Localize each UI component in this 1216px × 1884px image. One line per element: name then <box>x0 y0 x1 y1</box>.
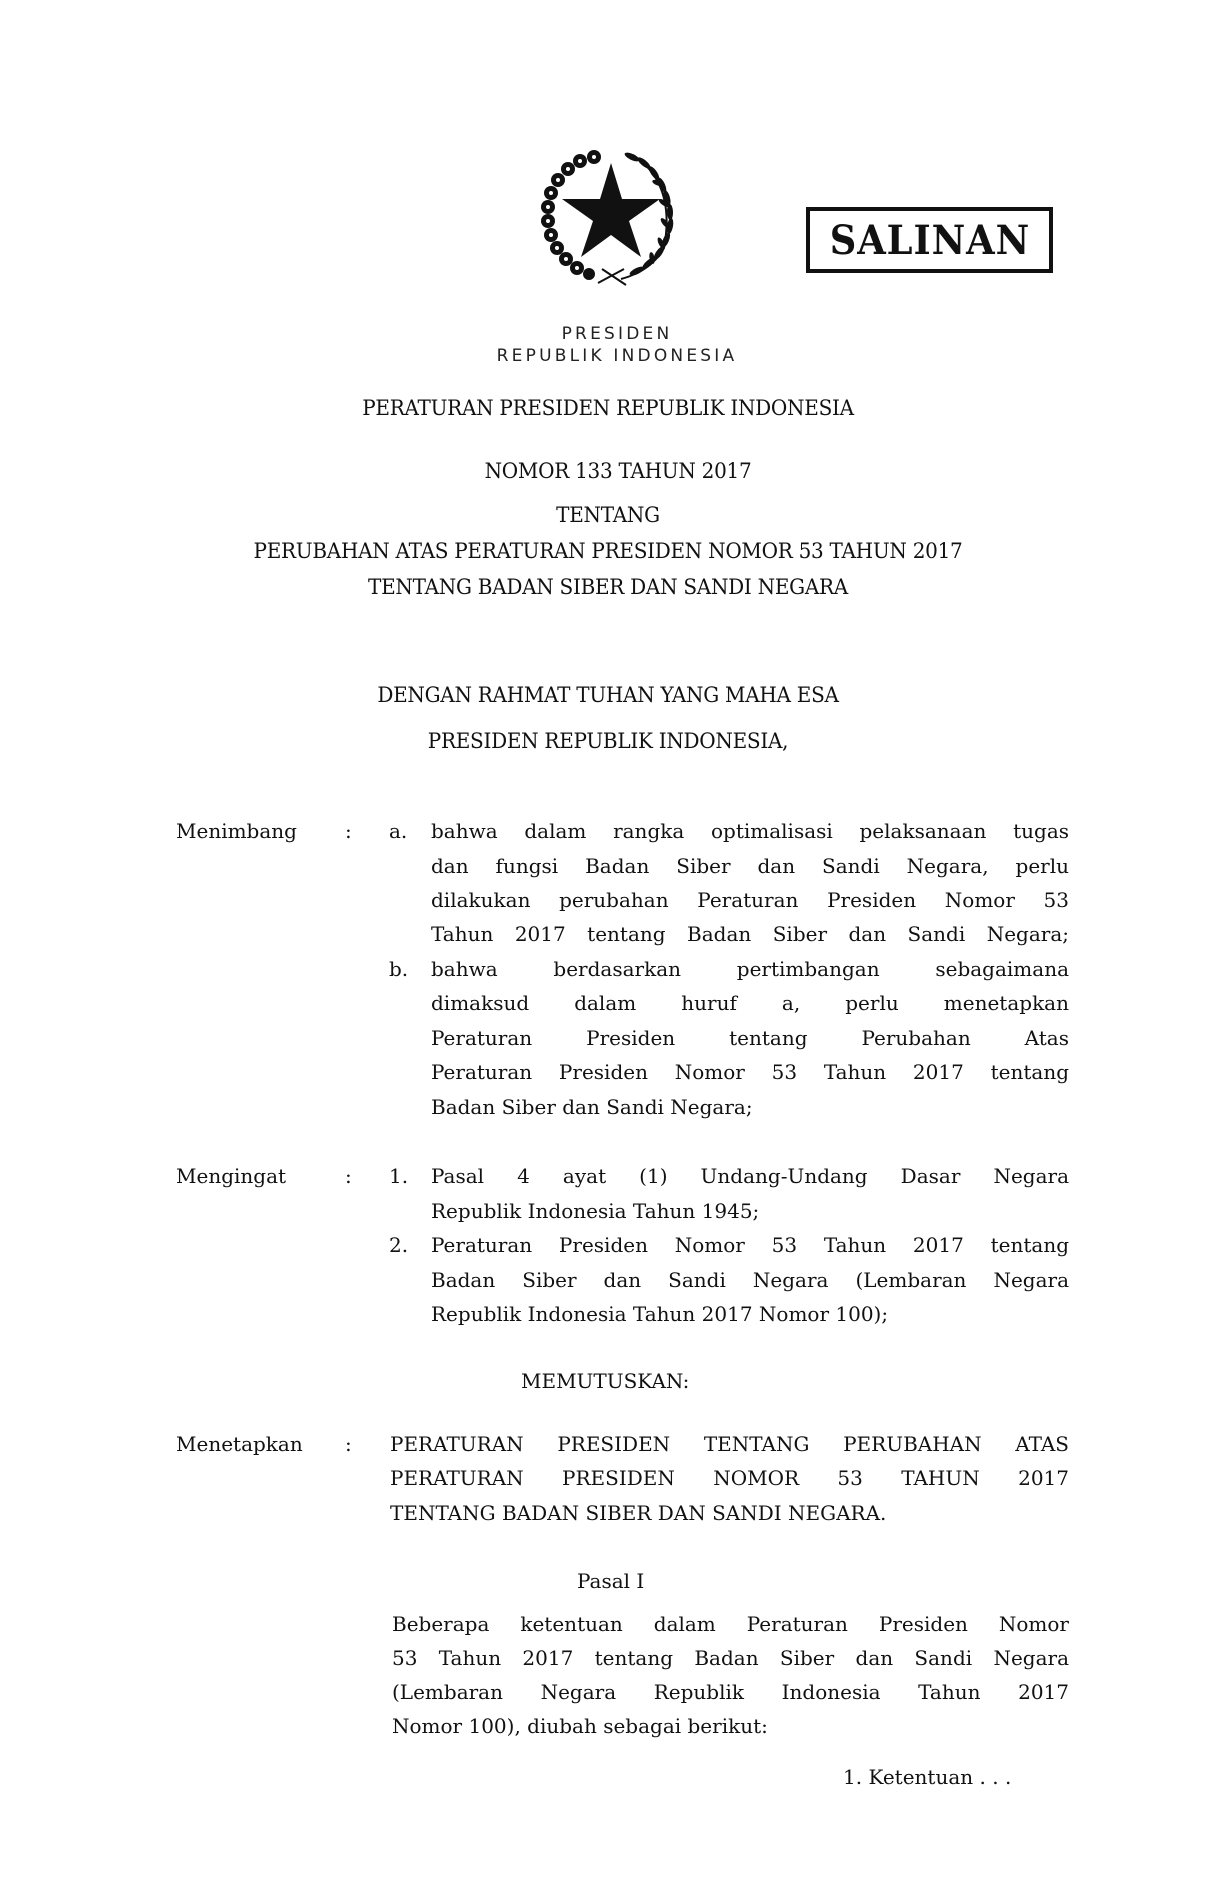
title-line-2: NOMOR 133 TAHUN 2017 <box>484 459 752 484</box>
menetapkan-line-1: PERATURAN PRESIDEN TENTANG PERUBAHAN ATAS <box>390 1432 1069 1456</box>
menimbang-b-line-4: Peraturan Presiden Nomor 53 Tahun 2017 tentang <box>431 1060 1069 1084</box>
pasal-line-2: 53 Tahun 2017 tentang Badan Siber dan Sandi Negara <box>392 1646 1069 1670</box>
title-line-5: TENTANG BADAN SIBER DAN SANDI NEGARA <box>368 575 848 600</box>
mengingat-2-line-2: Badan Siber dan Sandi Negara (Lembaran Negara <box>431 1268 1069 1292</box>
salinan-stamp-label: SALINAN <box>829 216 1030 264</box>
preamble-line-1: DENGAN RAHMAT TUHAN YANG MAHA ESA <box>377 683 839 708</box>
mengingat-label: Mengingat <box>176 1164 287 1188</box>
pasal-line-1: Beberapa ketentuan dalam Peraturan Presiden Nomor <box>392 1612 1069 1636</box>
menimbang-a-line-3: dilakukan perubahan Peraturan Presiden Nomor 53 <box>431 888 1069 912</box>
memutuskan-heading: MEMUTUSKAN: <box>521 1369 690 1393</box>
menimbang-b-line-2: dimaksud dalam huruf a, perlu menetapkan <box>431 991 1069 1015</box>
title-line-1: PERATURAN PRESIDEN REPUBLIK INDONESIA <box>362 396 854 421</box>
salinan-stamp <box>806 207 1053 273</box>
menetapkan-line-3: TENTANG BADAN SIBER DAN SANDI NEGARA. <box>390 1501 887 1525</box>
office-line-presiden: PRESIDEN <box>561 324 673 344</box>
menimbang-b-line-5: Badan Siber dan Sandi Negara; <box>431 1095 753 1119</box>
title-line-3: TENTANG <box>556 503 660 528</box>
mengingat-marker-2: 2. <box>389 1233 409 1257</box>
pasal-line-4: Nomor 100), diubah sebagai berikut: <box>392 1714 768 1738</box>
mengingat-2-line-1: Peraturan Presiden Nomor 53 Tahun 2017 tentang <box>431 1233 1069 1257</box>
pasal-line-3: (Lembaran Negara Republik Indonesia Tahun 2017 <box>392 1680 1069 1704</box>
mengingat-marker-1: 1. <box>389 1164 409 1188</box>
menetapkan-line-2: PERATURAN PRESIDEN NOMOR 53 TAHUN 2017 <box>390 1466 1069 1490</box>
menetapkan-label: Menetapkan <box>176 1432 303 1456</box>
mengingat-colon: : <box>345 1164 352 1188</box>
menimbang-a-line-4: Tahun 2017 tentang Badan Siber dan Sandi Negara; <box>431 922 1069 946</box>
mengingat-2-line-3: Republik Indonesia Tahun 2017 Nomor 100); <box>431 1302 889 1326</box>
title-line-4: PERUBAHAN ATAS PERATURAN PRESIDEN NOMOR 53 TAHUN 2017 <box>253 539 963 564</box>
menimbang-marker-a: a. <box>389 819 408 843</box>
garuda-star-wreath-emblem-icon <box>536 143 688 289</box>
mengingat-1-line-1: Pasal 4 ayat (1) Undang-Undang Dasar Negara <box>431 1164 1069 1188</box>
page-continuation-note: 1. Ketentuan . . . <box>843 1765 1012 1789</box>
office-line-republik: REPUBLIK INDONESIA <box>496 346 738 366</box>
menetapkan-colon: : <box>345 1432 352 1456</box>
mengingat-1-line-2: Republik Indonesia Tahun 1945; <box>431 1199 760 1223</box>
menimbang-label: Menimbang <box>176 819 297 843</box>
menimbang-b-line-3: Peraturan Presiden tentang Perubahan Atas <box>431 1026 1069 1050</box>
menimbang-a-line-2: dan fungsi Badan Siber dan Sandi Negara, perlu <box>431 854 1069 878</box>
menimbang-b-line-1: bahwa berdasarkan pertimbangan sebagaimana <box>431 957 1069 981</box>
menimbang-colon: : <box>345 819 352 843</box>
menimbang-marker-b: b. <box>389 957 409 981</box>
pasal-heading: Pasal I <box>577 1569 645 1593</box>
menimbang-a-line-1: bahwa dalam rangka optimalisasi pelaksanaan tugas <box>431 819 1069 843</box>
preamble-line-2: PRESIDEN REPUBLIK INDONESIA, <box>427 729 789 754</box>
